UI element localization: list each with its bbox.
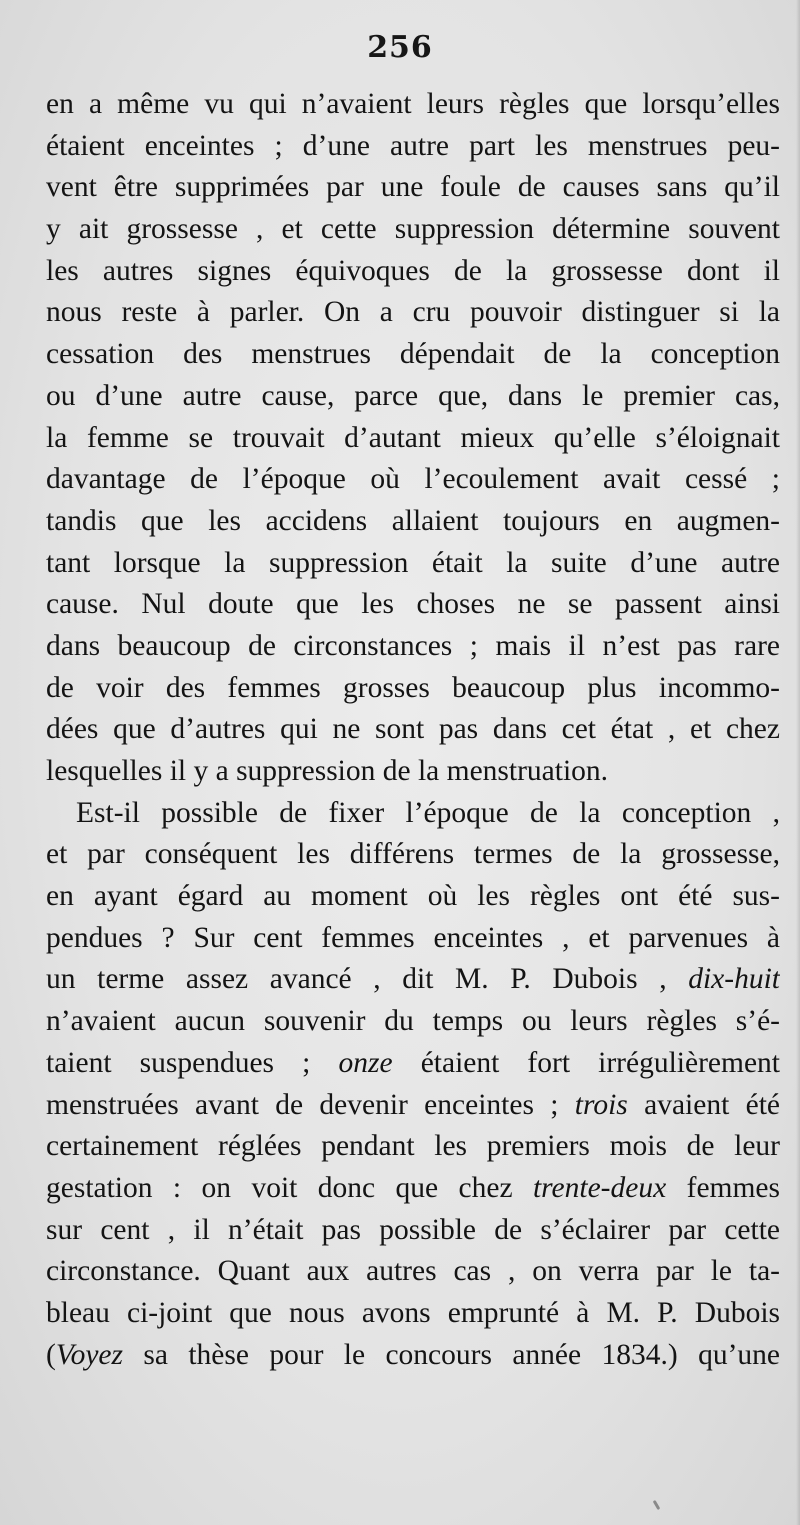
text-line [46,501,780,543]
text-segment: menstruées avant de devenir enceintes ; [46,1088,575,1121]
text-line [46,793,780,835]
italic-text: trente-deux [532,1171,667,1204]
text-segment: en a même vu qui n’avaient leurs règles que lorsqu’elles [46,88,780,120]
text-segment: cessation des menstrues dépendait de la conception [46,338,780,371]
text-segment: étaient enceintes ; d’une autre part les menstrues peu- [46,129,780,162]
text-line [46,959,780,1001]
text-segment: un terme assez avancé , dit M. P. Dubois , [46,963,689,996]
text-segment: certainement réglées pendant les premiers mois de leur [46,1130,780,1163]
page-number: 256 [367,30,433,65]
text-line [46,334,780,376]
text-line [46,1085,780,1127]
text-line [46,459,780,501]
text-line [46,584,780,626]
text-segment: tant lorsque la suppression était la suite d’une autre [46,546,780,579]
text-segment: les autres signes équivoques de la grossesse dont il [46,254,780,287]
text-segment: gestation : on voit donc que chez [46,1171,533,1204]
text-line [46,126,780,168]
text-line [46,84,780,126]
text-segment: lesquelles il y a suppression de la menstruation. [46,755,609,787]
text-segment: dans beaucoup de circonstances ; mais il n’est pas rare [46,629,780,662]
text-line [46,1293,780,1335]
text-segment: la femme se trouvait d’autant mieux qu’elle s’éloignait [46,421,780,454]
text-line [46,668,780,710]
text-segment: en ayant égard au moment où les règles ont été sus- [46,880,780,913]
text-segment: pendues ? Sur cent femmes enceintes , et parvenues à [46,921,780,954]
text-line [46,876,780,918]
text-line [46,626,780,668]
text-segment: et par conséquent les différens termes de la grossesse, [46,838,780,871]
text-segment: vent être supprimées par une foule de causes sans qu’il [46,171,780,204]
text-segment: de voir des femmes grosses beaucoup plus incommo- [46,671,780,704]
text-line [46,709,780,751]
text-segment: n’avaient aucun souvenir du temps ou leurs règles s’é- [46,1005,780,1038]
text-segment: bleau ci-joint que nous avons emprunté à M. P. Dubois [46,1296,780,1329]
text-segment: ou d’une autre cause, parce que, dans le premier cas, [46,379,780,412]
text-line [46,1001,780,1043]
text-segment: cause. Nul doute que les choses ne se passent ainsi [46,588,780,621]
text-line [46,1210,780,1252]
text-segment: sur cent , il n’était pas possible de s’éclairer par cette [46,1213,780,1246]
text-segment: circonstance. Quant aux autres cas , on verra par le ta- [46,1255,780,1288]
italic-text: dix-huit [688,963,780,996]
text-line [46,1126,780,1168]
text-line [46,1168,780,1210]
text-segment: nous reste à parler. On a cru pouvoir distinguer si la [46,296,780,329]
text-line [46,543,780,585]
text-line [46,418,780,460]
text-segment: femmes [666,1171,780,1204]
text-line [46,1043,780,1085]
text-line [46,167,780,209]
text-line [46,918,780,960]
text-line [46,1335,780,1377]
italic-text: trois [574,1088,628,1121]
paper-speck [653,1500,661,1510]
italic-text: onze [338,1046,393,1079]
text-segment: étaient fort irrégulièrement [392,1046,780,1079]
page-edge-shadow [796,0,800,1525]
text-segment: ( [46,1338,56,1371]
text-line [46,292,780,334]
text-line [46,209,780,251]
text-segment: Est-il possible de fixer l’époque de la conception , [76,796,780,829]
text-segment: tandis que les accidens allaient toujours en augmen- [46,504,780,537]
text-segment: avaient été [627,1088,780,1121]
text-line [46,834,780,876]
text-segment: sa thèse pour le concours année 1834.) qu’une [123,1338,780,1371]
italic-text: Voyez [55,1338,123,1371]
text-line [46,376,780,418]
text-segment: davantage de l’époque où l’ecoulement avait cessé ; [46,463,780,496]
text-line [46,1251,780,1293]
text-segment: taient suspendues ; [46,1046,339,1079]
text-segment: dées que d’autres qui ne sont pas dans cet état , et chez [46,713,780,746]
text-segment: y ait grossesse , et cette suppression détermine souvent [46,213,780,246]
body-text [46,84,780,1376]
text-line [46,251,780,293]
text-line [46,751,780,793]
